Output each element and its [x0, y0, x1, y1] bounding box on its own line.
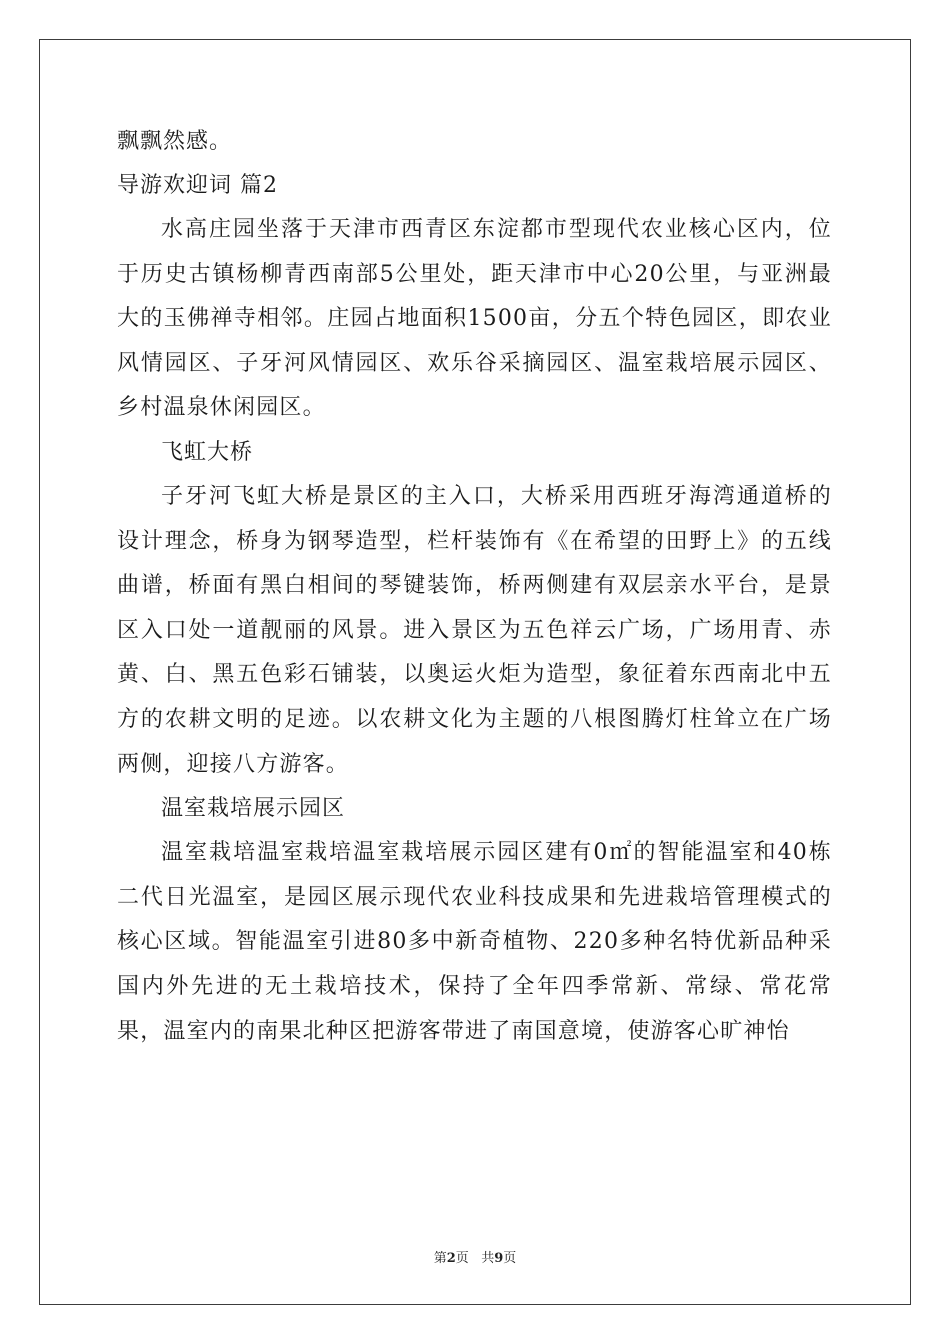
footer-total-suffix: 页: [503, 1251, 517, 1266]
paragraph-2: 子牙河飞虹大桥是景区的主入口，大桥采用西班牙海湾通道桥的设计理念，桥身为钢琴造型，栏杆装饰有《在希望的田野上》的五线曲谱，桥面有黑白相间的琴键装饰，桥两侧建有双层亲水平台，是景区入口处一道靓丽的风景。进入景区为五色祥云广场，广场用青、赤黄、白、黑五色彩石铺装，以奥运火炬为造型，象征着东西南北中五方的农耕文明的足迹。以农耕文化为主题的八根图腾灯柱耸立在广场两侧，迎接八方游客。: [117, 483, 832, 777]
footer-page-suffix: 页: [455, 1251, 469, 1266]
paragraph-3: 温室栽培温室栽培温室栽培展示园区建有0㎡的智能温室和40栋二代日光温室，是园区展示现代农业科技成果和先进栽培管理模式的核心区域。智能温室引进80多中新奇植物、220多种名特优新品种采国内外先进的无土栽培技术，保持了全年四季常新、常绿、常花常果，温室内的南果北种区把游客带进了南国意境，使游客心旷神怡: [117, 840, 832, 1044]
footer-total-prefix: 共: [481, 1251, 495, 1266]
footer-page-number: 2: [446, 1251, 456, 1266]
footer-total-pages: 9: [494, 1251, 504, 1266]
paragraph-1: 水高庄园坐落于天津市西青区东淀都市型现代农业核心区内，位于历史古镇杨柳青西南部5公里处，距天津市中心20公里，与亚洲最大的玉佛禅寺相邻。庄园占地面积1500亩，分五个特色园区，即农业风情园区、子牙河风情园区、欢乐谷采摘园区、温室栽培展示园区、乡村温泉休闲园区。: [117, 217, 832, 421]
footer-page-prefix: 第: [433, 1251, 447, 1266]
document-body: [117, 120, 832, 1054]
subheading-feihong-bridge: 飞虹大桥: [161, 439, 254, 465]
continuation-text: 飘飘然感。: [117, 129, 233, 154]
section-heading: 导游欢迎词 篇2: [117, 173, 278, 198]
page-footer: [0, 1247, 950, 1266]
subheading-greenhouse: 温室栽培展示园区: [161, 796, 346, 822]
